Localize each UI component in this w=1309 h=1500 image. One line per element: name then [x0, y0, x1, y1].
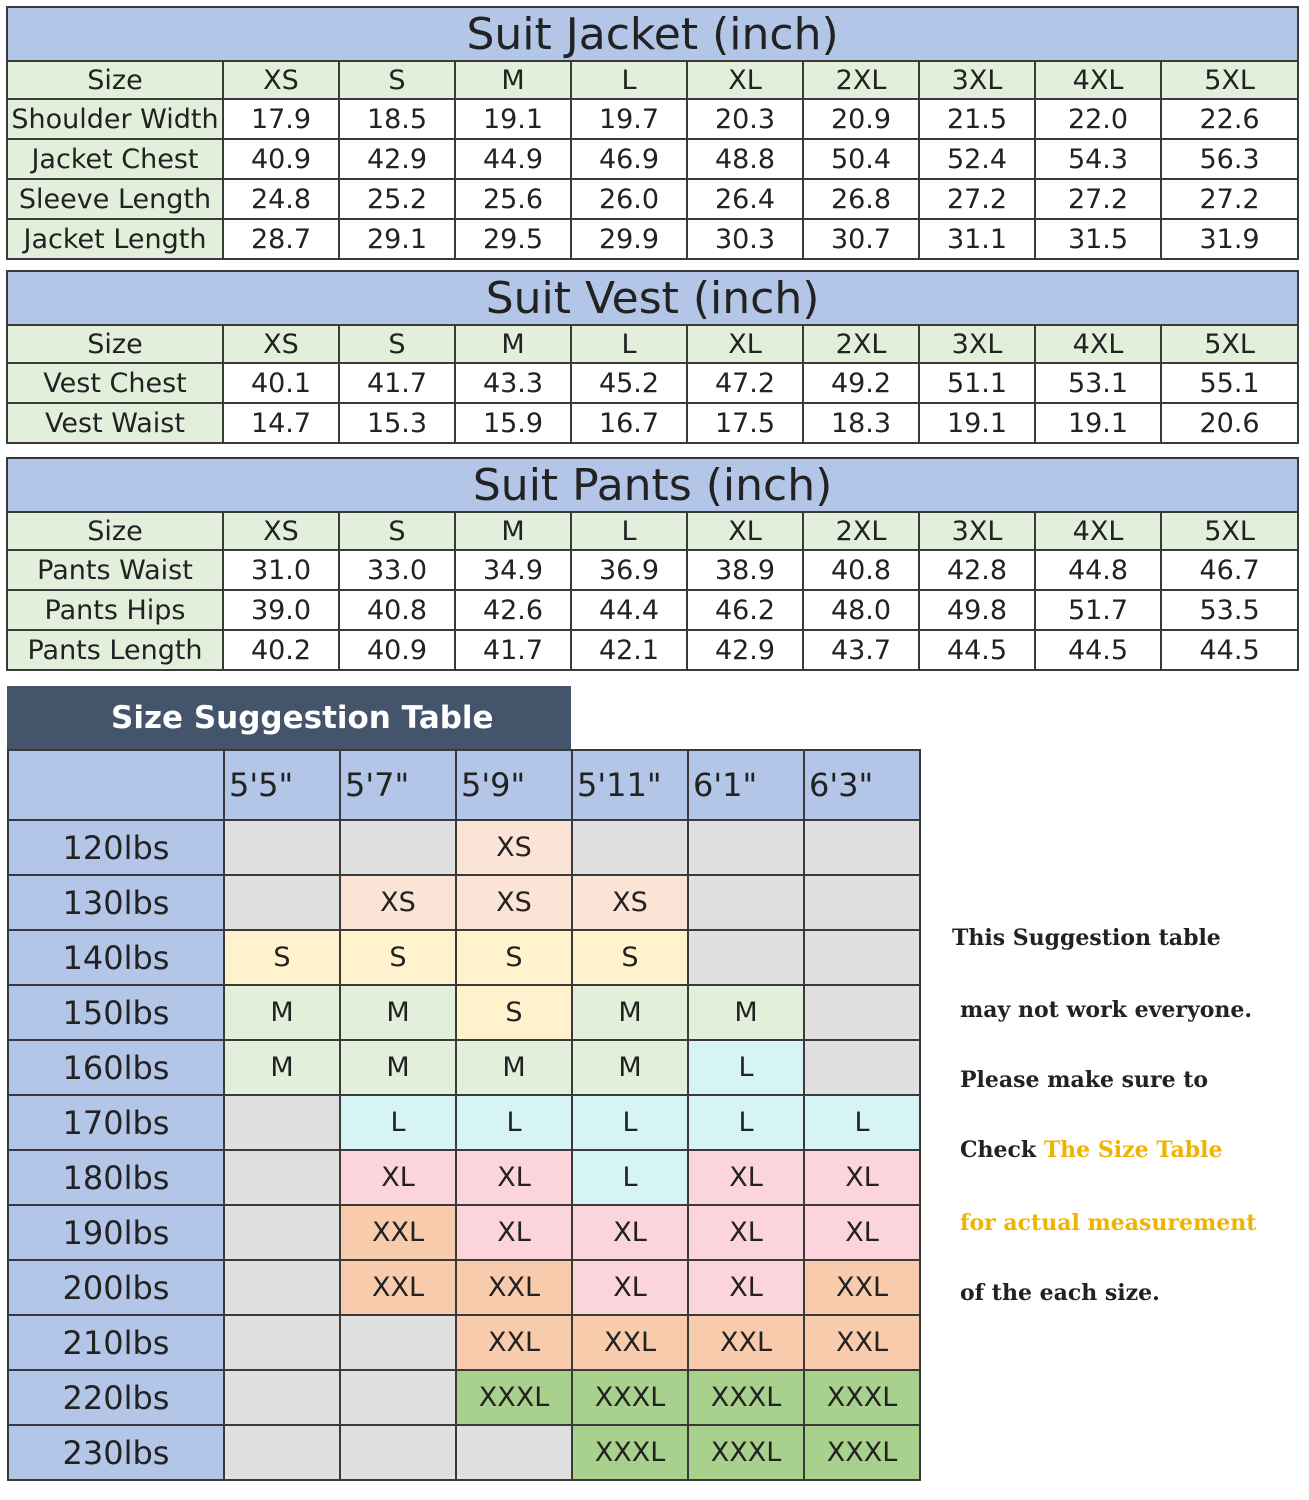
suggested-size-cell: M: [224, 985, 340, 1040]
suggested-size-cell: XL: [688, 1205, 804, 1260]
value-cell: 44.5: [1035, 630, 1161, 670]
value-cell: 38.9: [687, 550, 803, 590]
suggested-size-cell: XXXL: [572, 1425, 688, 1480]
suggested-size-cell: XXL: [340, 1260, 456, 1315]
vest-size-table: [6, 270, 1299, 444]
value-cell: 30.3: [687, 219, 803, 259]
value-cell: 50.4: [803, 139, 919, 179]
header-cell: 4XL: [1035, 512, 1161, 550]
suggested-size-cell: XXL: [572, 1315, 688, 1370]
suggested-size-cell: XL: [688, 1260, 804, 1315]
suggested-size-cell: XS: [572, 875, 688, 930]
suggested-size-cell: M: [572, 985, 688, 1040]
pants-size-table: [6, 457, 1299, 671]
note-line: This Suggestion table: [952, 925, 1221, 951]
weight-label: 200lbs: [8, 1260, 224, 1315]
suggested-size-cell: XL: [804, 1150, 920, 1205]
value-cell: 22.6: [1161, 99, 1298, 139]
table-row: [8, 985, 920, 1040]
suggested-size-cell: XS: [340, 875, 456, 930]
weight-label: 180lbs: [8, 1150, 224, 1205]
suggested-size-cell: S: [224, 930, 340, 985]
header-cell: 3XL: [919, 325, 1035, 363]
header-cell: 3XL: [919, 61, 1035, 99]
value-cell: 44.4: [571, 590, 687, 630]
suggested-size-cell: M: [340, 1040, 456, 1095]
table-row: [8, 875, 920, 930]
suggested-size-cell: S: [456, 985, 572, 1040]
suggested-size-cell: XL: [340, 1150, 456, 1205]
value-cell: 42.8: [919, 550, 1035, 590]
weight-label: 120lbs: [8, 820, 224, 875]
table-row: [8, 1425, 920, 1480]
suggested-size-cell: S: [340, 930, 456, 985]
suggested-size-cell: [804, 1040, 920, 1095]
header-cell: XL: [687, 512, 803, 550]
weight-label: 210lbs: [8, 1315, 224, 1370]
header-cell: M: [455, 325, 571, 363]
value-cell: 49.8: [919, 590, 1035, 630]
suggested-size-cell: XXXL: [456, 1370, 572, 1425]
header-cell: 2XL: [803, 325, 919, 363]
suggested-size-cell: XS: [456, 875, 572, 930]
header-cell: 3XL: [919, 512, 1035, 550]
suggested-size-cell: M: [572, 1040, 688, 1095]
table-header-row: [7, 325, 1298, 363]
value-cell: 26.8: [803, 179, 919, 219]
value-cell: 29.9: [571, 219, 687, 259]
table-header-row: [7, 512, 1298, 550]
suggested-size-cell: XL: [572, 1205, 688, 1260]
header-cell: 2XL: [803, 512, 919, 550]
value-cell: 31.0: [223, 550, 339, 590]
header-cell: 5XL: [1161, 61, 1298, 99]
suggested-size-cell: [224, 820, 340, 875]
suggested-size-cell: L: [572, 1095, 688, 1150]
suggested-size-cell: XXXL: [572, 1370, 688, 1425]
value-cell: 17.5: [687, 403, 803, 443]
value-cell: 45.2: [571, 363, 687, 403]
suggested-size-cell: L: [456, 1095, 572, 1150]
value-cell: 28.7: [223, 219, 339, 259]
suggested-size-cell: [804, 875, 920, 930]
value-cell: 31.9: [1161, 219, 1298, 259]
suggested-size-cell: M: [688, 985, 804, 1040]
suggested-size-cell: XXL: [456, 1315, 572, 1370]
row-label: Pants Hips: [7, 590, 223, 630]
value-cell: 24.8: [223, 179, 339, 219]
suggested-size-cell: [224, 1150, 340, 1205]
suggested-size-cell: XL: [688, 1150, 804, 1205]
header-cell: Size: [7, 512, 223, 550]
suggested-size-cell: L: [804, 1095, 920, 1150]
height-header: 6'3": [804, 750, 920, 820]
table-row: [7, 99, 1298, 139]
value-cell: 17.9: [223, 99, 339, 139]
value-cell: 29.1: [339, 219, 455, 259]
value-cell: 34.9: [455, 550, 571, 590]
value-cell: 40.2: [223, 630, 339, 670]
header-cell: 5XL: [1161, 512, 1298, 550]
header-cell: XS: [223, 325, 339, 363]
note-line: of the each size.: [960, 1280, 1160, 1306]
value-cell: 27.2: [1161, 179, 1298, 219]
table-row: [7, 550, 1298, 590]
weight-label: 190lbs: [8, 1205, 224, 1260]
weight-label: 160lbs: [8, 1040, 224, 1095]
table-row: [8, 1370, 920, 1425]
value-cell: 46.2: [687, 590, 803, 630]
table-row: [8, 1315, 920, 1370]
value-cell: 19.7: [571, 99, 687, 139]
value-cell: 15.9: [455, 403, 571, 443]
value-cell: 16.7: [571, 403, 687, 443]
header-cell: 4XL: [1035, 325, 1161, 363]
value-cell: 44.8: [1035, 550, 1161, 590]
weight-label: 150lbs: [8, 985, 224, 1040]
weight-label: 140lbs: [8, 930, 224, 985]
table-row: [7, 139, 1298, 179]
header-cell: L: [571, 512, 687, 550]
header-cell: XL: [687, 61, 803, 99]
suggested-size-cell: XXL: [340, 1205, 456, 1260]
value-cell: 53.5: [1161, 590, 1298, 630]
table-row: [8, 1150, 920, 1205]
value-cell: 39.0: [223, 590, 339, 630]
note-line: [960, 1137, 1223, 1163]
value-cell: 26.0: [571, 179, 687, 219]
row-label: Jacket Chest: [7, 139, 223, 179]
row-label: Shoulder Width: [7, 99, 223, 139]
row-label: Pants Waist: [7, 550, 223, 590]
suggested-size-cell: [572, 820, 688, 875]
value-cell: 55.1: [1161, 363, 1298, 403]
header-cell: XS: [223, 61, 339, 99]
value-cell: 42.6: [455, 590, 571, 630]
table-row: [7, 590, 1298, 630]
value-cell: 41.7: [455, 630, 571, 670]
suggested-size-cell: [688, 930, 804, 985]
header-cell: L: [571, 325, 687, 363]
suggested-size-cell: L: [340, 1095, 456, 1150]
value-cell: 19.1: [1035, 403, 1161, 443]
suggested-size-cell: S: [456, 930, 572, 985]
value-cell: 44.5: [1161, 630, 1298, 670]
suggested-size-cell: XXXL: [804, 1425, 920, 1480]
value-cell: 19.1: [455, 99, 571, 139]
suggested-size-cell: [340, 1425, 456, 1480]
pants-table-title: Suit Pants (inch): [7, 458, 1298, 512]
value-cell: 14.7: [223, 403, 339, 443]
weight-label: 230lbs: [8, 1425, 224, 1480]
value-cell: 56.3: [1161, 139, 1298, 179]
value-cell: 40.9: [339, 630, 455, 670]
value-cell: 47.2: [687, 363, 803, 403]
suggested-size-cell: L: [688, 1095, 804, 1150]
suggested-size-cell: M: [224, 1040, 340, 1095]
value-cell: 43.3: [455, 363, 571, 403]
table-row: [7, 219, 1298, 259]
suggested-size-cell: [224, 1425, 340, 1480]
row-label: Jacket Length: [7, 219, 223, 259]
note-line: may not work everyone.: [960, 997, 1253, 1023]
suggested-size-cell: [456, 1425, 572, 1480]
suggested-size-cell: [340, 1315, 456, 1370]
row-label: Vest Waist: [7, 403, 223, 443]
value-cell: 49.2: [803, 363, 919, 403]
suggested-size-cell: [340, 820, 456, 875]
height-header: 5'5": [224, 750, 340, 820]
value-cell: 26.4: [687, 179, 803, 219]
suggested-size-cell: XXL: [804, 1315, 920, 1370]
note-size-table-highlight: The Size Table: [1043, 1137, 1223, 1163]
header-cell: 4XL: [1035, 61, 1161, 99]
value-cell: 19.1: [919, 403, 1035, 443]
table-row: [7, 363, 1298, 403]
note-line-highlight: for actual measurement: [960, 1210, 1257, 1236]
suggested-size-cell: XXL: [456, 1260, 572, 1315]
suggested-size-cell: XL: [456, 1205, 572, 1260]
suggested-size-cell: [224, 1260, 340, 1315]
header-cell: Size: [7, 61, 223, 99]
value-cell: 48.8: [687, 139, 803, 179]
value-cell: 40.8: [803, 550, 919, 590]
weight-label: 220lbs: [8, 1370, 224, 1425]
jacket-table-title: Suit Jacket (inch): [7, 7, 1298, 61]
value-cell: 22.0: [1035, 99, 1161, 139]
suggested-size-cell: XXL: [688, 1315, 804, 1370]
table-row: [7, 630, 1298, 670]
value-cell: 29.5: [455, 219, 571, 259]
value-cell: 51.7: [1035, 590, 1161, 630]
header-cell: M: [455, 61, 571, 99]
vest-table-title: Suit Vest (inch): [7, 271, 1298, 325]
value-cell: 48.0: [803, 590, 919, 630]
corner-cell: [8, 750, 224, 820]
value-cell: 36.9: [571, 550, 687, 590]
table-row: [8, 1095, 920, 1150]
suggested-size-cell: [224, 875, 340, 930]
value-cell: 27.2: [919, 179, 1035, 219]
header-cell: M: [455, 512, 571, 550]
suggested-size-cell: XXXL: [688, 1370, 804, 1425]
table-row: [8, 1205, 920, 1260]
table-row: [8, 1260, 920, 1315]
value-cell: 41.7: [339, 363, 455, 403]
header-cell: S: [339, 512, 455, 550]
header-cell: S: [339, 325, 455, 363]
suggested-size-cell: [224, 1370, 340, 1425]
suggestion-table-title: Size Suggestion Table: [7, 686, 571, 749]
value-cell: 30.7: [803, 219, 919, 259]
weight-label: 170lbs: [8, 1095, 224, 1150]
value-cell: 31.1: [919, 219, 1035, 259]
value-cell: 42.9: [687, 630, 803, 670]
table-header-row: [7, 61, 1298, 99]
header-cell: Size: [7, 325, 223, 363]
value-cell: 43.7: [803, 630, 919, 670]
value-cell: 15.3: [339, 403, 455, 443]
value-cell: 53.1: [1035, 363, 1161, 403]
suggested-size-cell: [804, 985, 920, 1040]
value-cell: 40.9: [223, 139, 339, 179]
suggested-size-cell: XXXL: [804, 1370, 920, 1425]
table-row: [7, 179, 1298, 219]
suggested-size-cell: L: [688, 1040, 804, 1095]
suggested-size-cell: XL: [804, 1205, 920, 1260]
header-cell: XS: [223, 512, 339, 550]
row-label: Vest Chest: [7, 363, 223, 403]
suggested-size-cell: [224, 1315, 340, 1370]
jacket-size-table: [6, 6, 1299, 260]
table-row: [8, 930, 920, 985]
height-header-row: [8, 750, 920, 820]
value-cell: 25.6: [455, 179, 571, 219]
suggested-size-cell: [804, 930, 920, 985]
value-cell: 44.5: [919, 630, 1035, 670]
height-header: 5'11": [572, 750, 688, 820]
suggested-size-cell: M: [340, 985, 456, 1040]
suggested-size-cell: M: [456, 1040, 572, 1095]
suggested-size-cell: [688, 875, 804, 930]
row-label: Pants Length: [7, 630, 223, 670]
value-cell: 42.1: [571, 630, 687, 670]
value-cell: 52.4: [919, 139, 1035, 179]
value-cell: 25.2: [339, 179, 455, 219]
suggested-size-cell: [224, 1095, 340, 1150]
value-cell: 40.8: [339, 590, 455, 630]
suggested-size-cell: XS: [456, 820, 572, 875]
suggested-size-cell: [340, 1370, 456, 1425]
height-header: 5'9": [456, 750, 572, 820]
value-cell: 27.2: [1035, 179, 1161, 219]
suggested-size-cell: [224, 1205, 340, 1260]
note-check-text: Check: [960, 1137, 1044, 1163]
value-cell: 20.9: [803, 99, 919, 139]
value-cell: 46.7: [1161, 550, 1298, 590]
suggested-size-cell: XXL: [804, 1260, 920, 1315]
value-cell: 18.5: [339, 99, 455, 139]
value-cell: 46.9: [571, 139, 687, 179]
suggested-size-cell: XL: [572, 1260, 688, 1315]
row-label: Sleeve Length: [7, 179, 223, 219]
header-cell: L: [571, 61, 687, 99]
height-header: 5'7": [340, 750, 456, 820]
value-cell: 20.6: [1161, 403, 1298, 443]
value-cell: 21.5: [919, 99, 1035, 139]
suggested-size-cell: L: [572, 1150, 688, 1205]
note-line: Please make sure to: [960, 1067, 1209, 1093]
header-cell: XL: [687, 325, 803, 363]
value-cell: 54.3: [1035, 139, 1161, 179]
weight-label: 130lbs: [8, 875, 224, 930]
suggested-size-cell: [688, 820, 804, 875]
suggested-size-cell: XL: [456, 1150, 572, 1205]
value-cell: 31.5: [1035, 219, 1161, 259]
header-cell: 2XL: [803, 61, 919, 99]
value-cell: 33.0: [339, 550, 455, 590]
value-cell: 18.3: [803, 403, 919, 443]
header-cell: 5XL: [1161, 325, 1298, 363]
suggested-size-cell: S: [572, 930, 688, 985]
header-cell: S: [339, 61, 455, 99]
value-cell: 44.9: [455, 139, 571, 179]
value-cell: 42.9: [339, 139, 455, 179]
suggested-size-cell: [804, 820, 920, 875]
size-suggestion-table: [7, 749, 921, 1481]
table-row: [8, 820, 920, 875]
value-cell: 51.1: [919, 363, 1035, 403]
table-row: [7, 403, 1298, 443]
suggestion-table-body: [8, 820, 920, 1480]
value-cell: 20.3: [687, 99, 803, 139]
suggested-size-cell: XXXL: [688, 1425, 804, 1480]
value-cell: 40.1: [223, 363, 339, 403]
height-header: 6'1": [688, 750, 804, 820]
table-row: [8, 1040, 920, 1095]
